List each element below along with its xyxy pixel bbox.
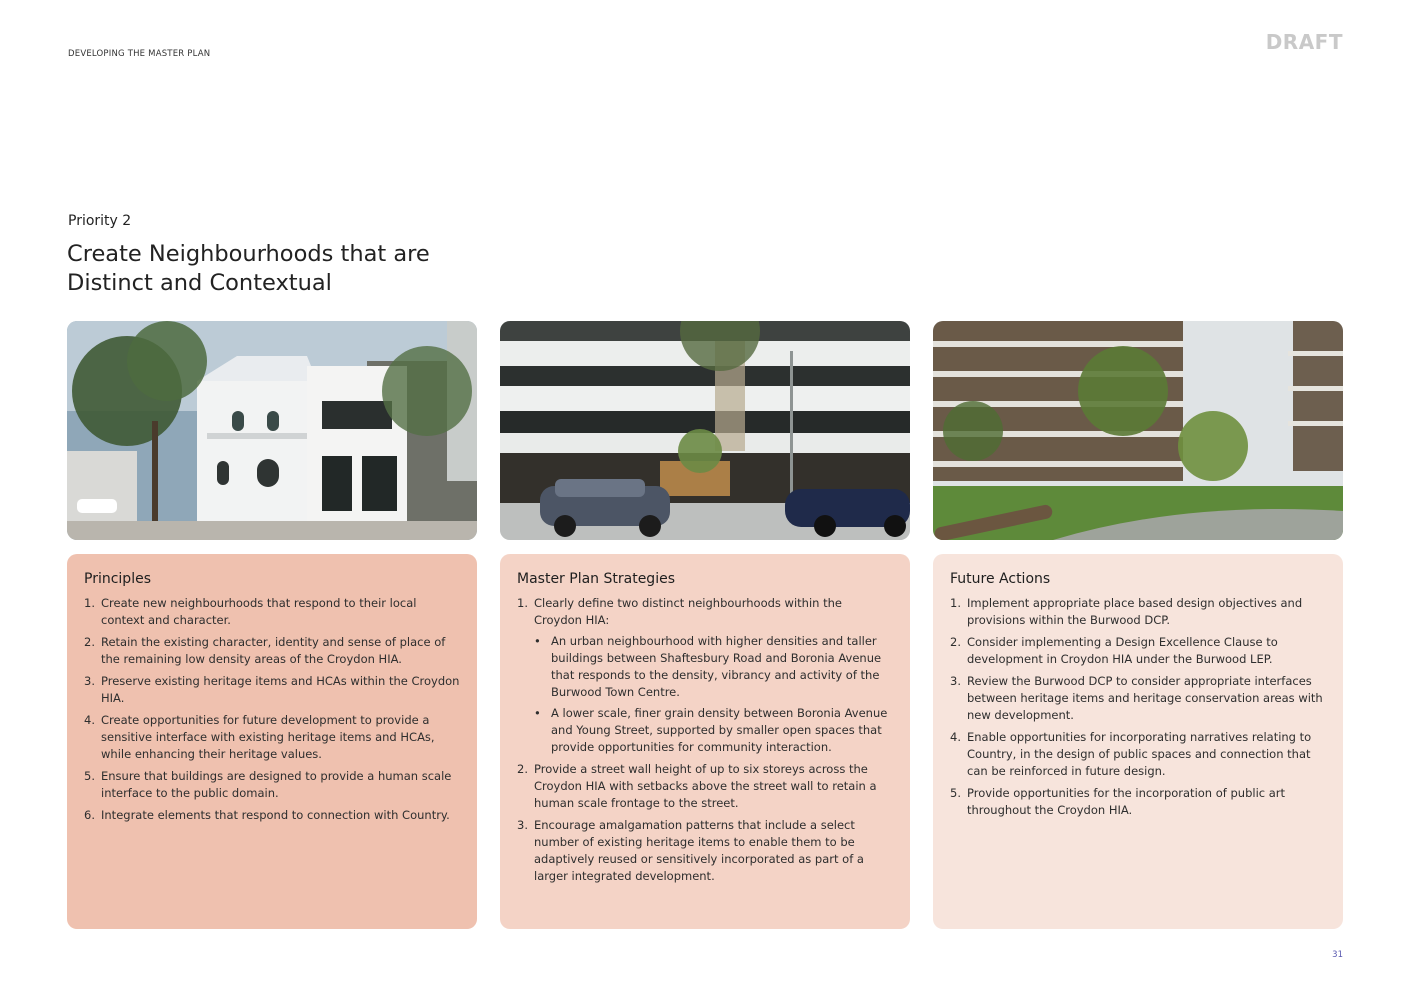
item-text: Enable opportunities for incorporating narratives relating to Country, in the design of public spaces and connection that can be reinforced in future design. [967,730,1312,778]
item-text: Create new neighbourhoods that respond to their local context and character. [101,596,417,627]
item-number: 4. [84,713,95,727]
item-number: 2. [517,762,528,776]
sub-list [534,633,893,756]
section-label: DEVELOPING THE MASTER PLAN [68,49,211,59]
list-item [517,595,893,756]
page-number: 31 [1332,950,1343,960]
item-text: Create opportunities for future development to provide a sensitive interface with existing heritage items and HCAs, while enhancing their heritage values. [101,713,435,761]
strategies-heading: Master Plan Strategies [517,571,675,587]
item-text: Consider implementing a Design Excellence Clause to development in Croydon HIA under the Burwood LEP. [967,635,1278,666]
list-item [84,634,460,668]
list-item [517,761,893,812]
actions-column [933,321,1343,817]
item-text: Review the Burwood DCP to consider appropriate interfaces between heritage items and heritage conservation areas with new development. [967,674,1323,722]
item-text: Encourage amalgamation patterns that include a select number of existing heritage items to enable them to be adaptively reused or sensitively incorporated as part of a larger integrated development. [534,818,864,883]
list-item [950,673,1326,724]
item-number: 2. [950,635,961,649]
item-number: 5. [950,786,961,800]
draft-watermark: DRAFT [1265,30,1343,54]
list-item [84,595,460,629]
principles-column [67,321,477,822]
list-item [950,634,1326,668]
sub-item-text: A lower scale, finer grain density between Boronia Avenue and Young Street, supported by smaller open spaces that provide opportunities for community interaction. [551,706,888,754]
list-item [84,673,460,707]
heritage-terrace-photo [67,321,477,540]
list-item [517,817,893,885]
item-text: Retain the existing character, identity and sense of place of the remaining low density areas of the Croydon HIA. [101,635,446,666]
item-number: 1. [517,596,528,610]
item-number: 3. [84,674,95,688]
actions-heading: Future Actions [950,571,1051,587]
sub-item-text: An urban neighbourhood with higher densities and taller buildings between Shaftesbury Road and Boronia Avenue that responds to the density, vibrancy and activity of the Burwood Town Centre. [551,634,882,699]
item-number: 4. [950,730,961,744]
strategies-card [500,554,910,929]
principles-list [84,595,460,824]
item-text: Provide opportunities for the incorporation of public art throughout the Croydon HIA. [967,786,1286,817]
item-number: 5. [84,769,95,783]
item-number: 3. [517,818,528,832]
principles-card [67,554,477,929]
actions-card [933,554,1343,929]
page-title: Create Neighbourhoods that are Distinct and Contextual [67,241,430,296]
sub-list-item [534,633,893,701]
bullet-icon: • [534,706,541,720]
bullet-icon: • [534,634,541,648]
item-number: 1. [84,596,95,610]
list-item [950,595,1326,629]
list-item [950,729,1326,780]
park-apartments-photo [933,321,1343,540]
list-item [84,807,460,824]
actions-list [950,595,1326,819]
item-text: Integrate elements that respond to connection with Country. [101,808,450,822]
item-text: Provide a street wall height of up to six storeys across the Croydon HIA with setbacks above the street wall to retain a human scale frontage to the street. [534,762,877,810]
item-number: 3. [950,674,961,688]
principles-heading: Principles [84,571,151,587]
list-item [84,768,460,802]
priority-label: Priority 2 [68,213,132,229]
item-text: Ensure that buildings are designed to provide a human scale interface to the public domain. [101,769,452,800]
sub-list-item [534,705,893,756]
apartment-street-photo [500,321,910,540]
item-number: 2. [84,635,95,649]
item-number: 1. [950,596,961,610]
strategies-column [500,321,910,883]
item-text: Clearly define two distinct neighbourhoods within the Croydon HIA: [534,596,842,627]
strategies-list [517,595,893,885]
list-item [84,712,460,763]
item-text: Implement appropriate place based design objectives and provisions within the Burwood DCP. [967,596,1303,627]
item-text: Preserve existing heritage items and HCAs within the Croydon HIA. [101,674,460,705]
item-number: 6. [84,808,95,822]
list-item [950,785,1326,819]
